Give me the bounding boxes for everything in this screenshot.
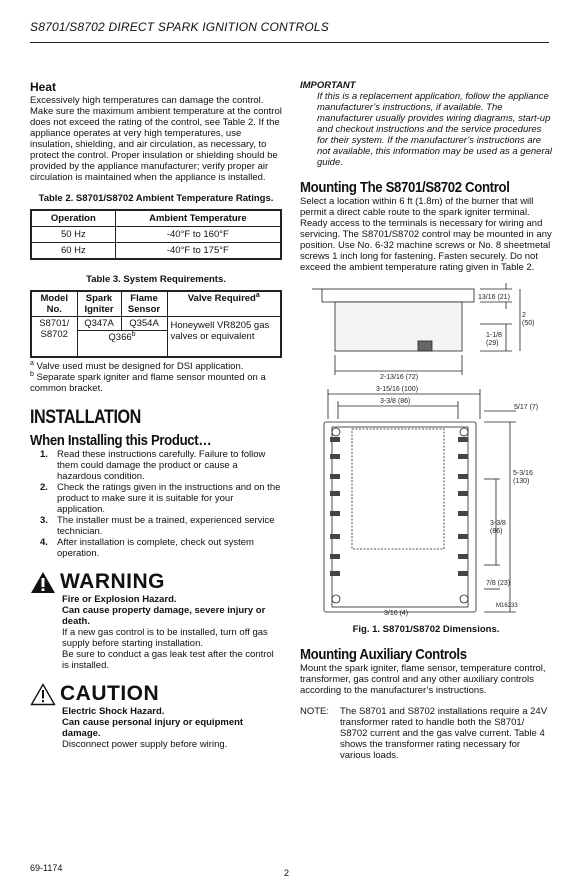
table3 [30, 290, 282, 358]
dimensions-figure [300, 279, 552, 635]
table3-model: S8701/ S8702 [31, 317, 77, 357]
table2-cell: 60 Hz [31, 243, 115, 260]
table3-sensor: Q354A [121, 317, 167, 331]
dimensions-drawing [300, 279, 552, 617]
dim-label: (50) [522, 320, 535, 327]
table2-cell: 50 Hz [31, 227, 115, 243]
dim-label: 2 [522, 312, 526, 319]
dim-label: 13/16 (21) [478, 294, 510, 301]
table2-cell: -40°F to 175°F [115, 243, 281, 260]
caution-block [30, 683, 282, 750]
table3-caption: Table 3. System Requirements. [86, 274, 226, 285]
caution-body: Electric Shock Hazard. Can cause personal injury or equipment damage. Disconnect power supply before wiring. [62, 705, 244, 750]
table2-header: Operation [31, 210, 115, 227]
table-row [31, 317, 281, 331]
mounting-body: Select a location within 6 ft (1.8m) of the burner that will permit a direct cable route to the spark igniter terminal. Ready access to the terminals is necessary for wiring and servicing. The S8701/S8702 control may be mounted in any position. Use No. 6-32 machine screws or No. 8 sheetmetal screws 1 inch long for fastening. Fasten securely. Do not exceed the ambient temperature rating given in Table 2. [300, 196, 552, 273]
important-body: If this is a replacement application, follow the appliance manufacturer’s instructions, if available. The manufacturer usually provides wiring diagrams, start-up and checkout instructions and the service procedures for their system. If the manufacturer’s instructions are not available, this information may be used as a general guide. [317, 91, 552, 168]
installation-heading: INSTALLATION [30, 406, 141, 428]
heat-body: Excessively high temperatures can damage the control. Make sure the maximum ambient temperature at the control does not exceed the rating of the control, see Table 2. If the appliance operates at very high temperatures, use insulation, shielding, and air circulation, as necessary, to protect the control. Proper insulation or shielding should be provided by the appliance manufacturer; verify proper air circulation is maintained when the appliance is installed. [30, 95, 282, 183]
installing-subheading: When Installing this Product… [30, 431, 212, 449]
table2-cell: -40°F to 160°F [115, 227, 281, 243]
terminal-tabs [330, 437, 468, 576]
right-column [300, 80, 552, 761]
header-rule [30, 42, 549, 43]
figure-caption: Fig. 1. S8701/S8702 Dimensions. [352, 624, 500, 635]
dim-label: 3-15/16 (100) [376, 386, 419, 393]
dim-label: (130) [513, 478, 530, 485]
table3-header-model: Model No. [31, 291, 77, 317]
page-header: S8701/S8702 DIRECT SPARK IGNITION CONTROLS [30, 20, 329, 34]
important-heading: IMPORTANT [300, 80, 356, 91]
list-item: 3. The installer must be a trained, experienced service technician. [40, 514, 275, 537]
warning-block [30, 571, 282, 671]
note-label: NOTE: [300, 706, 330, 717]
auxiliary-body: Mount the spark igniter, flame sensor, temperature control, transformer, gas control and any other auxiliary controls according to the manufacturer’s instructions. [300, 663, 546, 696]
table-row [31, 243, 281, 260]
list-item: 4. After installation is complete, check out system operation. [40, 536, 254, 559]
table2 [30, 209, 282, 260]
auxiliary-heading: Mounting Auxiliary Controls [300, 646, 467, 663]
figure-code: M16233 [496, 603, 518, 609]
warning-triangle-icon [30, 571, 56, 597]
table3-footnote-b: $^b$ Separate spark igniter and flame sensor mounted on a common bracket. [30, 370, 266, 394]
dim-label: 5/17 (7) [514, 404, 539, 411]
table3-header-igniter: Spark Igniter [77, 291, 121, 317]
table2-caption: Table 2. S8701/S8702 Ambient Temperature Ratings. [38, 193, 274, 204]
table3-combined: Q366$^b$ [77, 331, 167, 357]
left-column [30, 82, 282, 750]
note-text: The S8701 and S8702 installations require a 24V transformer rated to handle both the S8701/ S8702 current and the gas valve current. Table 4 shows the transformer rating necessary for various loads. [340, 706, 548, 761]
list-item: 1. Read these instructions carefully. Failure to follow them could damage the product or cause a hazardous condition. [40, 448, 266, 482]
dim-label: (86) [490, 528, 503, 535]
table3-igniter: Q347A [77, 317, 121, 331]
table3-valve: Honeywell VR8205 gas valves or equivalent [167, 317, 281, 357]
warning-body: Fire or Explosion Hazard. Can cause property damage, severe injury or death. If a new gas control is to be installed, turn off gas supply before starting installation. Be sure to conduct a gas leak test after the control is installed. [62, 593, 274, 671]
dim-label: 5-3/16 [513, 470, 533, 477]
page-number: 2 [284, 868, 290, 878]
heat-heading: Heat [30, 80, 57, 94]
dim-label: 3/16 (4) [384, 610, 409, 617]
dim-label: (29) [486, 340, 499, 347]
table3-header-valve: Valve Required$^a$ [167, 291, 281, 317]
dim-label: 1-1/8 [486, 332, 502, 339]
table3-header-sensor: Flame Sensor [121, 291, 167, 317]
dim-label: 2-13/16 (72) [380, 374, 419, 381]
dim-label: 7/8 (23) [486, 580, 511, 587]
table3-footnote-a: $^a$ Valve used must be designed for DSI application. [30, 359, 244, 372]
table2-header: Ambient Temperature [115, 210, 281, 227]
note-block [300, 706, 552, 761]
caution-triangle-icon [30, 683, 56, 709]
install-steps [40, 449, 282, 559]
document-number: 69-1174 [30, 863, 63, 873]
table-row [31, 227, 281, 243]
mounting-heading: Mounting The S8701/S8702 Control [300, 179, 510, 196]
warning-title: WARNING [60, 569, 165, 593]
list-item: 2. Check the ratings given in the instructions and on the product to make sure it is suitable for your application. [40, 481, 281, 515]
dim-label: 3-3/8 [490, 520, 506, 527]
dim-label: 3-3/8 (86) [380, 398, 411, 405]
caution-title: CAUTION [60, 681, 160, 705]
